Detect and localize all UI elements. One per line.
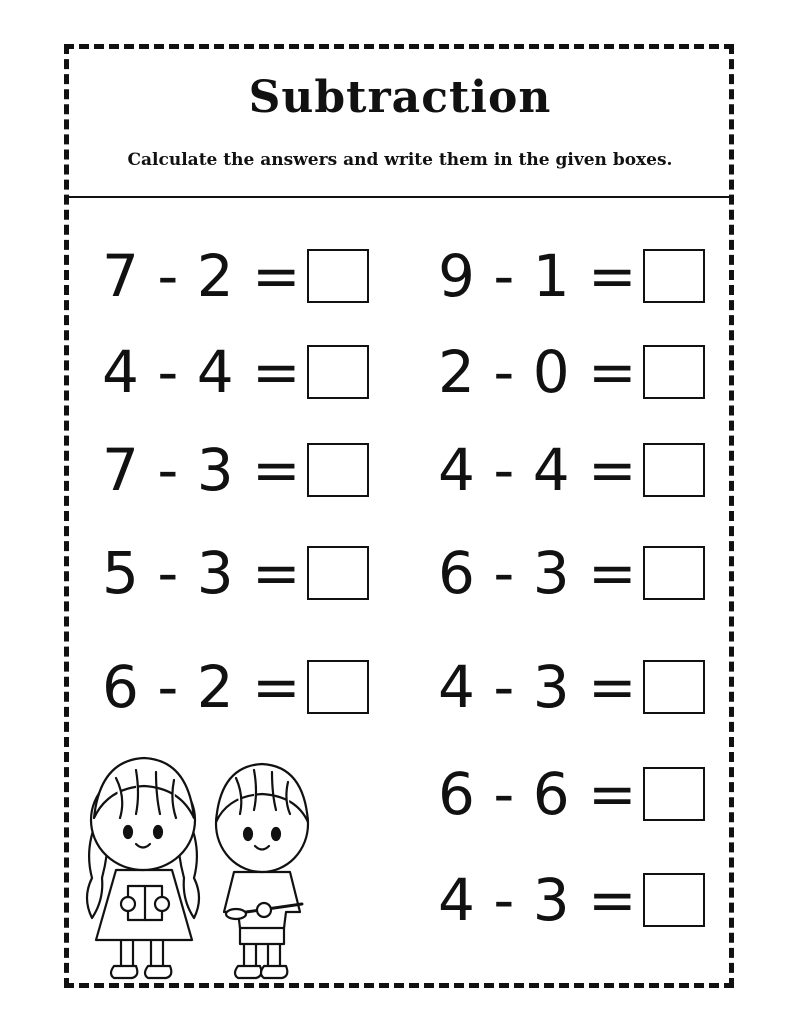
problem-right-4 (438, 541, 705, 605)
header-divider (68, 196, 732, 198)
problem-left-1 (102, 244, 369, 308)
problem-expression: 9 - 1 = (438, 242, 637, 310)
problem-expression: 5 - 3 = (102, 539, 301, 607)
problem-expression: 2 - 0 = (438, 338, 637, 406)
two-children-reading-icon (76, 748, 336, 988)
problem-left-3 (102, 438, 369, 502)
answer-box[interactable] (643, 873, 705, 927)
answer-box[interactable] (643, 345, 705, 399)
problem-right-1 (438, 244, 705, 308)
answer-box[interactable] (643, 767, 705, 821)
answer-box[interactable] (643, 249, 705, 303)
problem-right-7 (438, 868, 705, 932)
problem-left-4 (102, 541, 369, 605)
problem-right-6 (438, 762, 705, 826)
answer-box[interactable] (307, 249, 369, 303)
answer-box[interactable] (307, 546, 369, 600)
answer-box[interactable] (307, 443, 369, 497)
problem-expression: 4 - 4 = (102, 338, 301, 406)
answer-box[interactable] (307, 345, 369, 399)
problem-expression: 7 - 3 = (102, 436, 301, 504)
problem-expression: 6 - 3 = (438, 539, 637, 607)
answer-box[interactable] (643, 660, 705, 714)
problem-right-2 (438, 340, 705, 404)
problem-expression: 4 - 3 = (438, 866, 637, 934)
instructions: Calculate the answers and write them in the given boxes. (127, 150, 673, 170)
problem-left-5 (102, 655, 369, 719)
problem-expression: 6 - 2 = (102, 653, 301, 721)
page-title: Subtraction (248, 72, 552, 123)
problem-expression: 7 - 2 = (102, 242, 301, 310)
problem-right-3 (438, 438, 705, 502)
problem-expression: 6 - 6 = (438, 760, 637, 828)
problem-expression: 4 - 3 = (438, 653, 637, 721)
answer-box[interactable] (643, 546, 705, 600)
problem-right-5 (438, 655, 705, 719)
problem-expression: 4 - 4 = (438, 436, 637, 504)
answer-box[interactable] (643, 443, 705, 497)
answer-box[interactable] (307, 660, 369, 714)
problem-left-2 (102, 340, 369, 404)
